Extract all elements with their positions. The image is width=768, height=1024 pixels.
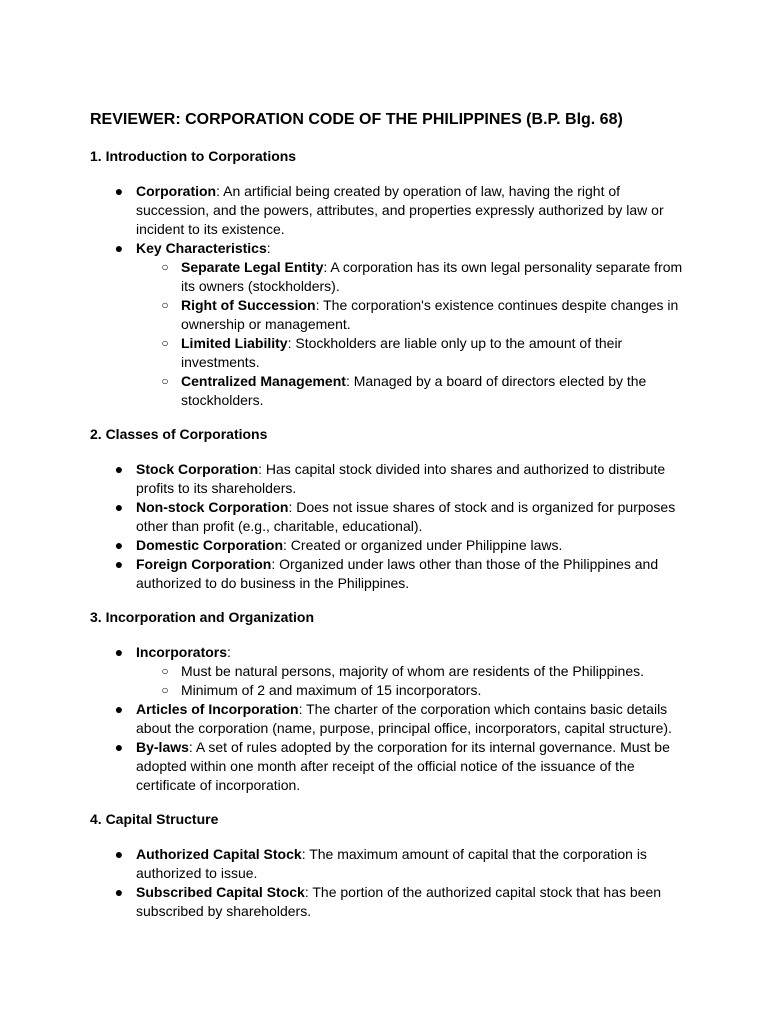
bullet-hollow-icon: ○ [161,260,169,274]
section-classes [90,425,688,593]
item-text: : The maximum amount of capital that the corporation is authorized to issue. [136,846,647,881]
bullet-list [90,643,688,795]
bullet-hollow-icon: ○ [161,664,169,678]
term-label: Foreign Corporation [136,556,272,572]
term-label: Corporation [136,183,217,199]
item-text: : [266,240,271,256]
term-label: Domestic Corporation [136,537,284,553]
list-item [90,700,688,738]
term-label: Key Characteristics [136,240,267,256]
section-introduction [90,147,688,410]
term-label: Right of Succession [181,297,316,313]
term-label: Centralized Management [181,373,346,389]
term-label: Limited Liability [181,335,288,351]
list-item [90,239,688,410]
section-heading: 2. Classes of Corporations [90,426,268,442]
list-item [90,738,688,795]
bullet-filled-icon: ● [114,644,124,660]
section-heading: 1. Introduction to Corporations [90,148,297,164]
bullet-list [90,460,688,593]
term-label: Articles of Incorporation [136,701,299,717]
list-item [90,555,688,593]
bullet-list [90,845,688,921]
item-text: : The corporation's existence continues despite changes in ownership or management. [181,297,679,332]
item-text: : Stockholders are liable only up to the amount of their investments. [181,335,623,370]
item-text: : [227,644,231,660]
list-item [90,643,688,700]
bullet-filled-icon: ● [114,240,124,256]
item-text: : A set of rules adopted by the corporation for its internal governance. Must be adopted within one month after receipt of the official notice of the issuance of the certificate of incorporation. [136,739,670,793]
bullet-hollow-icon: ○ [161,336,169,350]
bullet-hollow-icon: ○ [161,298,169,312]
sub-list-item [136,681,688,700]
section-incorporation [90,608,688,795]
item-text: : Does not issue shares of stock and is organized for purposes other than profit (e.g., charitable, educational). [136,499,676,534]
sub-bullet-list [136,258,688,410]
section-capital-structure [90,810,688,921]
bullet-filled-icon: ● [114,183,124,199]
item-text: : A corporation has its own legal personality separate from its owners (stockholders). [181,259,683,294]
item-text: Must be natural persons, majority of whom are residents of the Philippines. [181,663,645,679]
bullet-hollow-icon: ○ [161,683,169,697]
term-label: By-laws [136,739,189,755]
bullet-filled-icon: ● [114,461,124,477]
sub-list-item [136,258,688,296]
sub-list-item [136,296,688,334]
list-item [90,845,688,883]
item-text: : Created or organized under Philippine laws. [283,537,563,553]
list-item [90,883,688,921]
term-label: Incorporators [136,644,228,660]
bullet-filled-icon: ● [114,846,124,862]
list-item [90,536,688,555]
list-item [90,498,688,536]
sub-list-item [136,662,688,681]
sub-list-item [136,334,688,372]
document-title: REVIEWER: CORPORATION CODE OF THE PHILIPPINES (B.P. Blg. 68) [90,111,623,128]
sub-bullet-list [136,662,688,700]
bullet-filled-icon: ● [114,556,124,572]
item-text: Minimum of 2 and maximum of 15 incorporators. [181,682,482,698]
bullet-filled-icon: ● [114,701,124,717]
section-heading: 4. Capital Structure [90,811,219,827]
list-item [90,460,688,498]
bullet-list [90,182,688,410]
term-label: Separate Legal Entity [181,259,324,275]
term-label: Stock Corporation [136,461,259,477]
item-text: : The portion of the authorized capital stock that has been subscribed by shareholders. [136,884,662,919]
bullet-filled-icon: ● [114,537,124,553]
term-label: Non-stock Corporation [136,499,289,515]
term-label: Authorized Capital Stock [136,846,302,862]
section-heading: 3. Incorporation and Organization [90,609,315,625]
item-text: : Has capital stock divided into shares and authorized to distribute profits to its shareholders. [136,461,666,496]
bullet-filled-icon: ● [114,884,124,900]
item-text: : Managed by a board of directors elected by the stockholders. [181,373,647,408]
bullet-filled-icon: ● [114,739,124,755]
term-label: Subscribed Capital Stock [136,884,305,900]
item-text: : The charter of the corporation which contains basic details about the corporation (name, purpose, principal office, incorporators, capital structure). [136,701,672,736]
item-text: : An artificial being created by operation of law, having the right of succession, and the powers, attributes, and properties expressly authorized by law or incident to its existence. [136,183,664,237]
list-item [90,182,688,239]
bullet-hollow-icon: ○ [161,374,169,388]
bullet-filled-icon: ● [114,499,124,515]
item-text: : Organized under laws other than those of the Philippines and authorized to do business in the Philippines. [136,556,659,591]
sub-list-item [136,372,688,410]
